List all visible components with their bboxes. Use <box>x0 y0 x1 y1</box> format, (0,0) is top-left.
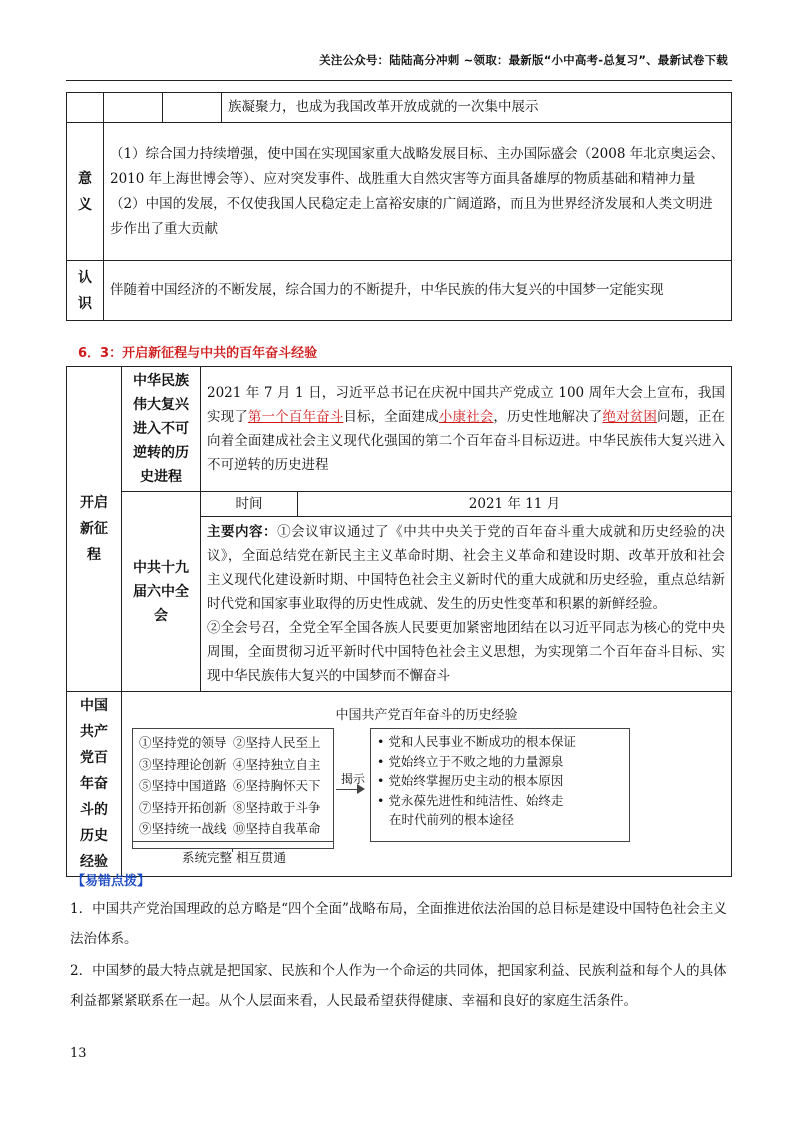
experience-diagram <box>122 702 731 866</box>
tip-item: 1．中国共产党治国理政的总方略是“四个全面”战略布局，全面推进依法治国的总目标是建设中国特色社会主义法治体系。 <box>70 901 727 947</box>
tips-list <box>70 894 734 1018</box>
result-item: 在时代前列的根本途径 <box>389 812 515 827</box>
table-main <box>66 366 732 877</box>
diagram-bottom-label: 系统完整 相互贯通 <box>182 850 286 865</box>
results-box <box>370 728 630 842</box>
significance-item-2: （2）中国的发展，不仅使我国人民稳定走上富裕安康的广阔道路，而且为世界经济发展和人类文明进步作出了重大贡献 <box>110 195 713 237</box>
significance-label: 意义 <box>67 123 104 261</box>
time-label: 时间 <box>201 492 298 517</box>
page-number: 13 <box>70 1046 87 1061</box>
result-item: • 党始终掌握历史主动的根本原因 <box>377 771 623 791</box>
table-row <box>67 261 732 321</box>
principle-item: ⑧坚持敢于斗争 <box>233 799 321 815</box>
principles-box <box>132 728 334 842</box>
header-rule <box>66 80 732 81</box>
highlight-term: 第一个百年奋斗 <box>247 409 344 425</box>
section-title: 6．3：开启新征程与中共的百年奋斗经验 <box>78 346 318 361</box>
principle-item: ⑦坚持开拓创新 <box>139 799 227 815</box>
principle-item: ④坚持独立自主 <box>233 756 321 772</box>
rejuvenation-label: 中华民族伟大复兴进入不可逆转的历史进程 <box>122 367 201 492</box>
highlight-term: 小康社会 <box>438 409 494 425</box>
empty-cell <box>67 93 104 123</box>
table-top <box>66 92 732 321</box>
experience-diagram-cell <box>122 692 732 877</box>
understanding-text: 伴随着中国经济的不断发展，综合国力的不断提升，中华民族的伟大复兴的中国梦一定能实现 <box>104 261 732 321</box>
tip-item: 2．中国梦的最大特点就是把国家、民族和个人作为一个命运的共同体，把国家利益、民族利益和每个人的具体利益都紧紧联系在一起。从个人层面来看，人民最希望获得健康、幸福和良好的家庭生活条件。 <box>70 963 727 1009</box>
arrow-right-icon <box>336 789 358 790</box>
table-row <box>67 692 732 877</box>
arrow-head-icon <box>357 784 365 794</box>
result-item: • 党永葆先进性和纯洁性、始终走 <box>377 791 623 811</box>
new-journey-label: 开启新征程 <box>67 367 122 692</box>
content-item-2: ②全会号召，全党全军全国各族人民要更加紧密地团结在以习近平同志为核心的党中央周围，全面贯彻习近平新时代中国特色社会主义思想，为实现第二个百年奋斗目标、实现中华民族伟大复兴的中国梦而不懈奋斗 <box>207 620 725 684</box>
principle-item: ⑤坚持中国道路 <box>139 778 227 793</box>
principle-item: ⑥坚持胸怀天下 <box>233 778 321 793</box>
principle-item: ⑨坚持统一战线 <box>139 821 227 836</box>
significance-cell <box>104 123 732 261</box>
continued-text: 族凝聚力，也成为我国改革开放成就的一次集中展示 <box>222 93 732 123</box>
result-item: • 党和人民事业不断成功的根本保证 <box>377 732 623 752</box>
result-item: • 党始终立于不败之地的力量源泉 <box>377 752 623 772</box>
experience-label: 中国共产党百年奋斗的历史经验 <box>67 692 122 877</box>
plenum-content <box>201 517 732 692</box>
principle-item: ②坚持人民至上 <box>233 735 321 750</box>
time-value: 2021 年 11 月 <box>298 492 732 517</box>
significance-item-1: （1）综合国力持续增强，使中国在实现国家重大战略发展目标、主办国际盛会（2008 年北京奥运会、2010 年上海世博会等）、应对突发事件、战胜重大自然灾害等方面具备雄厚的物质基础和精神力量 <box>110 145 725 187</box>
principle-item: ⑩坚持自我革命 <box>233 821 321 836</box>
highlight-term: 绝对贫困 <box>602 409 657 425</box>
diagram-title: 中国共产党百年奋斗的历史经验 <box>335 708 518 723</box>
table-row <box>67 492 732 517</box>
table-row <box>67 93 732 123</box>
plenum-label: 中共十九届六中全会 <box>122 492 201 692</box>
header-note: 关注公众号：陆陆高分冲刺 ~领取：最新版“小中高考-总复习”、最新试卷下载 <box>319 53 728 67</box>
arrow-label: 揭示 <box>340 772 365 786</box>
principle-item: ③坚持理论创新 <box>139 756 227 772</box>
table-row <box>67 123 732 261</box>
principle-item: ①坚持党的领导 <box>139 735 227 750</box>
rejuvenation-text: 2021 年 7 月 1 日，习近平总书记在庆祝中国共产党成立 100 周年大会上宣布，我国实现了第一个百年奋斗目标，全面建成小康社会，历史性地解决了绝对贫困问题，正在向着全面建成社会主义现代化强国的第二个百年奋斗目标迈进。中华民族伟大复兴进入不可逆转的历史进程 <box>201 367 732 492</box>
empty-cell <box>163 93 222 123</box>
understanding-label: 认识 <box>67 261 104 321</box>
empty-cell <box>104 93 163 123</box>
tips-title: 【易错点拨】 <box>72 874 151 889</box>
table-row <box>67 367 732 492</box>
content-item-1: 主要内容：①会议审议通过了《中共中央关于党的百年奋斗重大成就和历史经验的决议》，全面总结党在新民主主义革命时期、社会主义革命和建设时期、改革开放和社会主义现代化建设新时期、中国特色社会主义新时代的重大成就和历史经验，重点总结新时代党和国家事业取得的历史性成就、发生的历史性变革和积累的新鲜经验。 <box>207 524 726 612</box>
content-label: 主要内容： <box>207 524 278 540</box>
